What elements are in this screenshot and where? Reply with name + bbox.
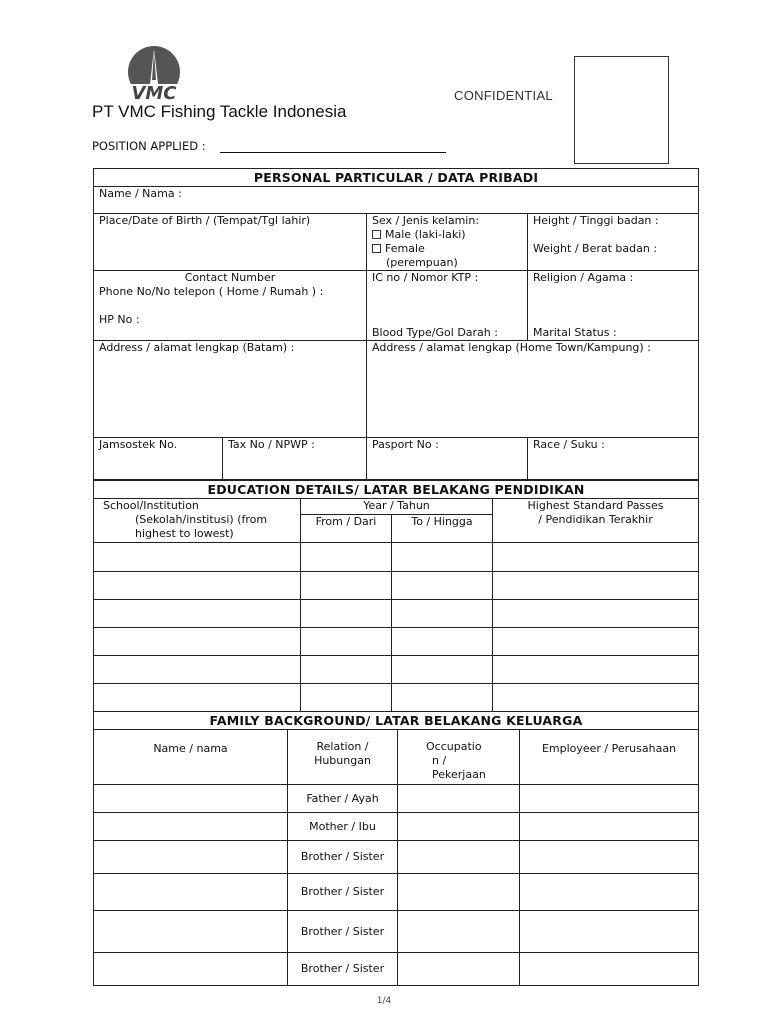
relation-header-2: Hubungan xyxy=(314,754,371,767)
tax-label: Tax No / NPWP : xyxy=(228,438,315,451)
edu-cell[interactable] xyxy=(301,684,392,712)
school-header-2: (Sekolah/institusi) (from xyxy=(135,513,268,526)
edu-cell[interactable] xyxy=(94,656,301,684)
family-cell[interactable] xyxy=(94,785,288,813)
female-label: Female xyxy=(385,242,425,255)
height-label: Height / Tinggi badan : xyxy=(533,214,659,227)
edu-cell[interactable] xyxy=(94,600,301,628)
education-table xyxy=(93,480,699,712)
page-number: 1/4 xyxy=(376,996,392,1006)
occupation-header-2: n / xyxy=(432,754,447,767)
edu-cell[interactable] xyxy=(392,684,493,712)
highest-header-2: / Pendidikan Terakhir xyxy=(538,513,653,526)
family-cell[interactable] xyxy=(520,785,699,813)
family-cell[interactable] xyxy=(398,841,520,874)
position-applied-label: POSITION APPLIED : xyxy=(92,139,206,153)
edu-cell[interactable] xyxy=(94,684,301,712)
edu-cell[interactable] xyxy=(493,543,699,572)
contact-cell[interactable] xyxy=(94,271,367,341)
female-label-2: (perempuan) xyxy=(386,256,458,269)
sex-label: Sex / Jenis kelamin: xyxy=(372,214,480,227)
passport-label: Pasport No : xyxy=(372,438,439,451)
jamsostek-label: Jamsostek No. xyxy=(99,438,178,451)
male-label: Male (laki-laki) xyxy=(385,228,466,241)
weight-label: Weight / Berat badan : xyxy=(533,242,658,255)
height-weight-cell[interactable] xyxy=(528,214,699,271)
male-checkbox[interactable] xyxy=(372,230,381,239)
confidential-label: CONFIDENTIAL xyxy=(454,88,553,103)
edu-cell[interactable] xyxy=(94,543,301,572)
name-field[interactable] xyxy=(94,187,699,214)
edu-cell[interactable] xyxy=(392,543,493,572)
contact-label: Contact Number xyxy=(184,271,276,284)
relation-cell: Brother / Sister xyxy=(288,874,398,911)
female-checkbox[interactable] xyxy=(372,244,381,253)
to-header: To / Hingga xyxy=(392,515,493,543)
edu-cell[interactable] xyxy=(493,684,699,712)
edu-cell[interactable] xyxy=(301,572,392,600)
relation-cell: Brother / Sister xyxy=(288,841,398,874)
relation-cell: Brother / Sister xyxy=(288,953,398,986)
edu-cell[interactable] xyxy=(493,628,699,656)
occupation-header-1: Occupatio xyxy=(426,740,482,753)
relation-header xyxy=(288,730,398,785)
family-cell[interactable] xyxy=(94,813,288,841)
year-header: Year / Tahun xyxy=(301,499,493,515)
sex-cell xyxy=(367,214,528,271)
family-name-header: Name / nama xyxy=(94,730,288,785)
personal-title: PERSONAL PARTICULAR / DATA PRIBADI xyxy=(94,169,699,187)
relation-header-1: Relation / xyxy=(316,740,369,753)
race-field[interactable] xyxy=(528,438,699,480)
logo-text: VMC xyxy=(131,83,177,104)
from-header: From / Dari xyxy=(301,515,392,543)
birth-field[interactable] xyxy=(94,214,367,271)
passport-field[interactable] xyxy=(367,438,528,480)
relation-cell: Mother / Ibu xyxy=(288,813,398,841)
address-home-field[interactable] xyxy=(367,341,699,438)
race-label: Race / Suku : xyxy=(533,438,605,451)
relation-cell: Brother / Sister xyxy=(288,911,398,953)
occupation-header-3: Pekerjaan xyxy=(432,768,486,781)
family-cell[interactable] xyxy=(520,911,699,953)
position-applied-field[interactable] xyxy=(220,152,446,153)
vmc-logo xyxy=(120,46,188,104)
family-cell[interactable] xyxy=(398,953,520,986)
highest-header xyxy=(493,499,699,543)
edu-cell[interactable] xyxy=(392,628,493,656)
relation-cell: Father / Ayah xyxy=(288,785,398,813)
family-table xyxy=(93,711,699,986)
family-cell[interactable] xyxy=(398,874,520,911)
blood-label: Blood Type/Gol Darah : xyxy=(372,326,498,339)
address-batam-field[interactable] xyxy=(94,341,367,438)
employer-header: Employeer / Perusahaan xyxy=(520,730,699,785)
tax-field[interactable] xyxy=(223,438,367,480)
religion-label: Religion / Agama : xyxy=(533,271,634,284)
family-cell[interactable] xyxy=(520,953,699,986)
religion-marital-cell[interactable] xyxy=(528,271,699,341)
edu-cell[interactable] xyxy=(392,572,493,600)
jamsostek-field[interactable] xyxy=(94,438,223,480)
family-cell[interactable] xyxy=(520,841,699,874)
edu-cell[interactable] xyxy=(392,656,493,684)
edu-cell[interactable] xyxy=(301,656,392,684)
phone-label: Phone No/No telepon ( Home / Rumah ) : xyxy=(99,285,324,298)
name-label: Name / Nama : xyxy=(99,187,182,200)
family-cell[interactable] xyxy=(94,874,288,911)
family-cell[interactable] xyxy=(398,813,520,841)
ic-label: IC no / Nomor KTP : xyxy=(372,271,479,284)
family-cell[interactable] xyxy=(94,911,288,953)
occupation-header xyxy=(398,730,520,785)
photo-box xyxy=(574,56,669,164)
birth-label: Place/Date of Birth / (Tempat/Tgl lahir) xyxy=(99,214,311,227)
address-home-label: Address / alamat lengkap (Home Town/Kampung) : xyxy=(372,341,651,354)
family-cell[interactable] xyxy=(520,813,699,841)
edu-cell[interactable] xyxy=(94,572,301,600)
edu-cell[interactable] xyxy=(301,600,392,628)
address-batam-label: Address / alamat lengkap (Batam) : xyxy=(99,341,295,354)
marital-label: Marital Status : xyxy=(533,326,617,339)
school-header-3: highest to lowest) xyxy=(135,527,234,540)
family-cell[interactable] xyxy=(94,953,288,986)
family-cell[interactable] xyxy=(94,841,288,874)
edu-cell[interactable] xyxy=(94,628,301,656)
personal-table xyxy=(93,168,699,480)
education-title: EDUCATION DETAILS/ LATAR BELAKANG PENDIDIKAN xyxy=(94,481,699,499)
family-cell[interactable] xyxy=(398,911,520,953)
ic-blood-cell[interactable] xyxy=(367,271,528,341)
family-title: FAMILY BACKGROUND/ LATAR BELAKANG KELUARGA xyxy=(94,712,699,730)
edu-cell[interactable] xyxy=(301,543,392,572)
hp-label: HP No : xyxy=(99,313,140,326)
edu-cell[interactable] xyxy=(392,600,493,628)
school-header xyxy=(94,499,301,543)
company-name: PT VMC Fishing Tackle Indonesia xyxy=(92,102,347,121)
edu-cell[interactable] xyxy=(301,628,392,656)
highest-header-1: Highest Standard Passes xyxy=(527,499,664,512)
family-cell[interactable] xyxy=(398,785,520,813)
family-cell[interactable] xyxy=(520,874,699,911)
edu-cell[interactable] xyxy=(493,656,699,684)
school-header-1: School/Institution xyxy=(103,499,199,512)
edu-cell[interactable] xyxy=(493,572,699,600)
edu-cell[interactable] xyxy=(493,600,699,628)
